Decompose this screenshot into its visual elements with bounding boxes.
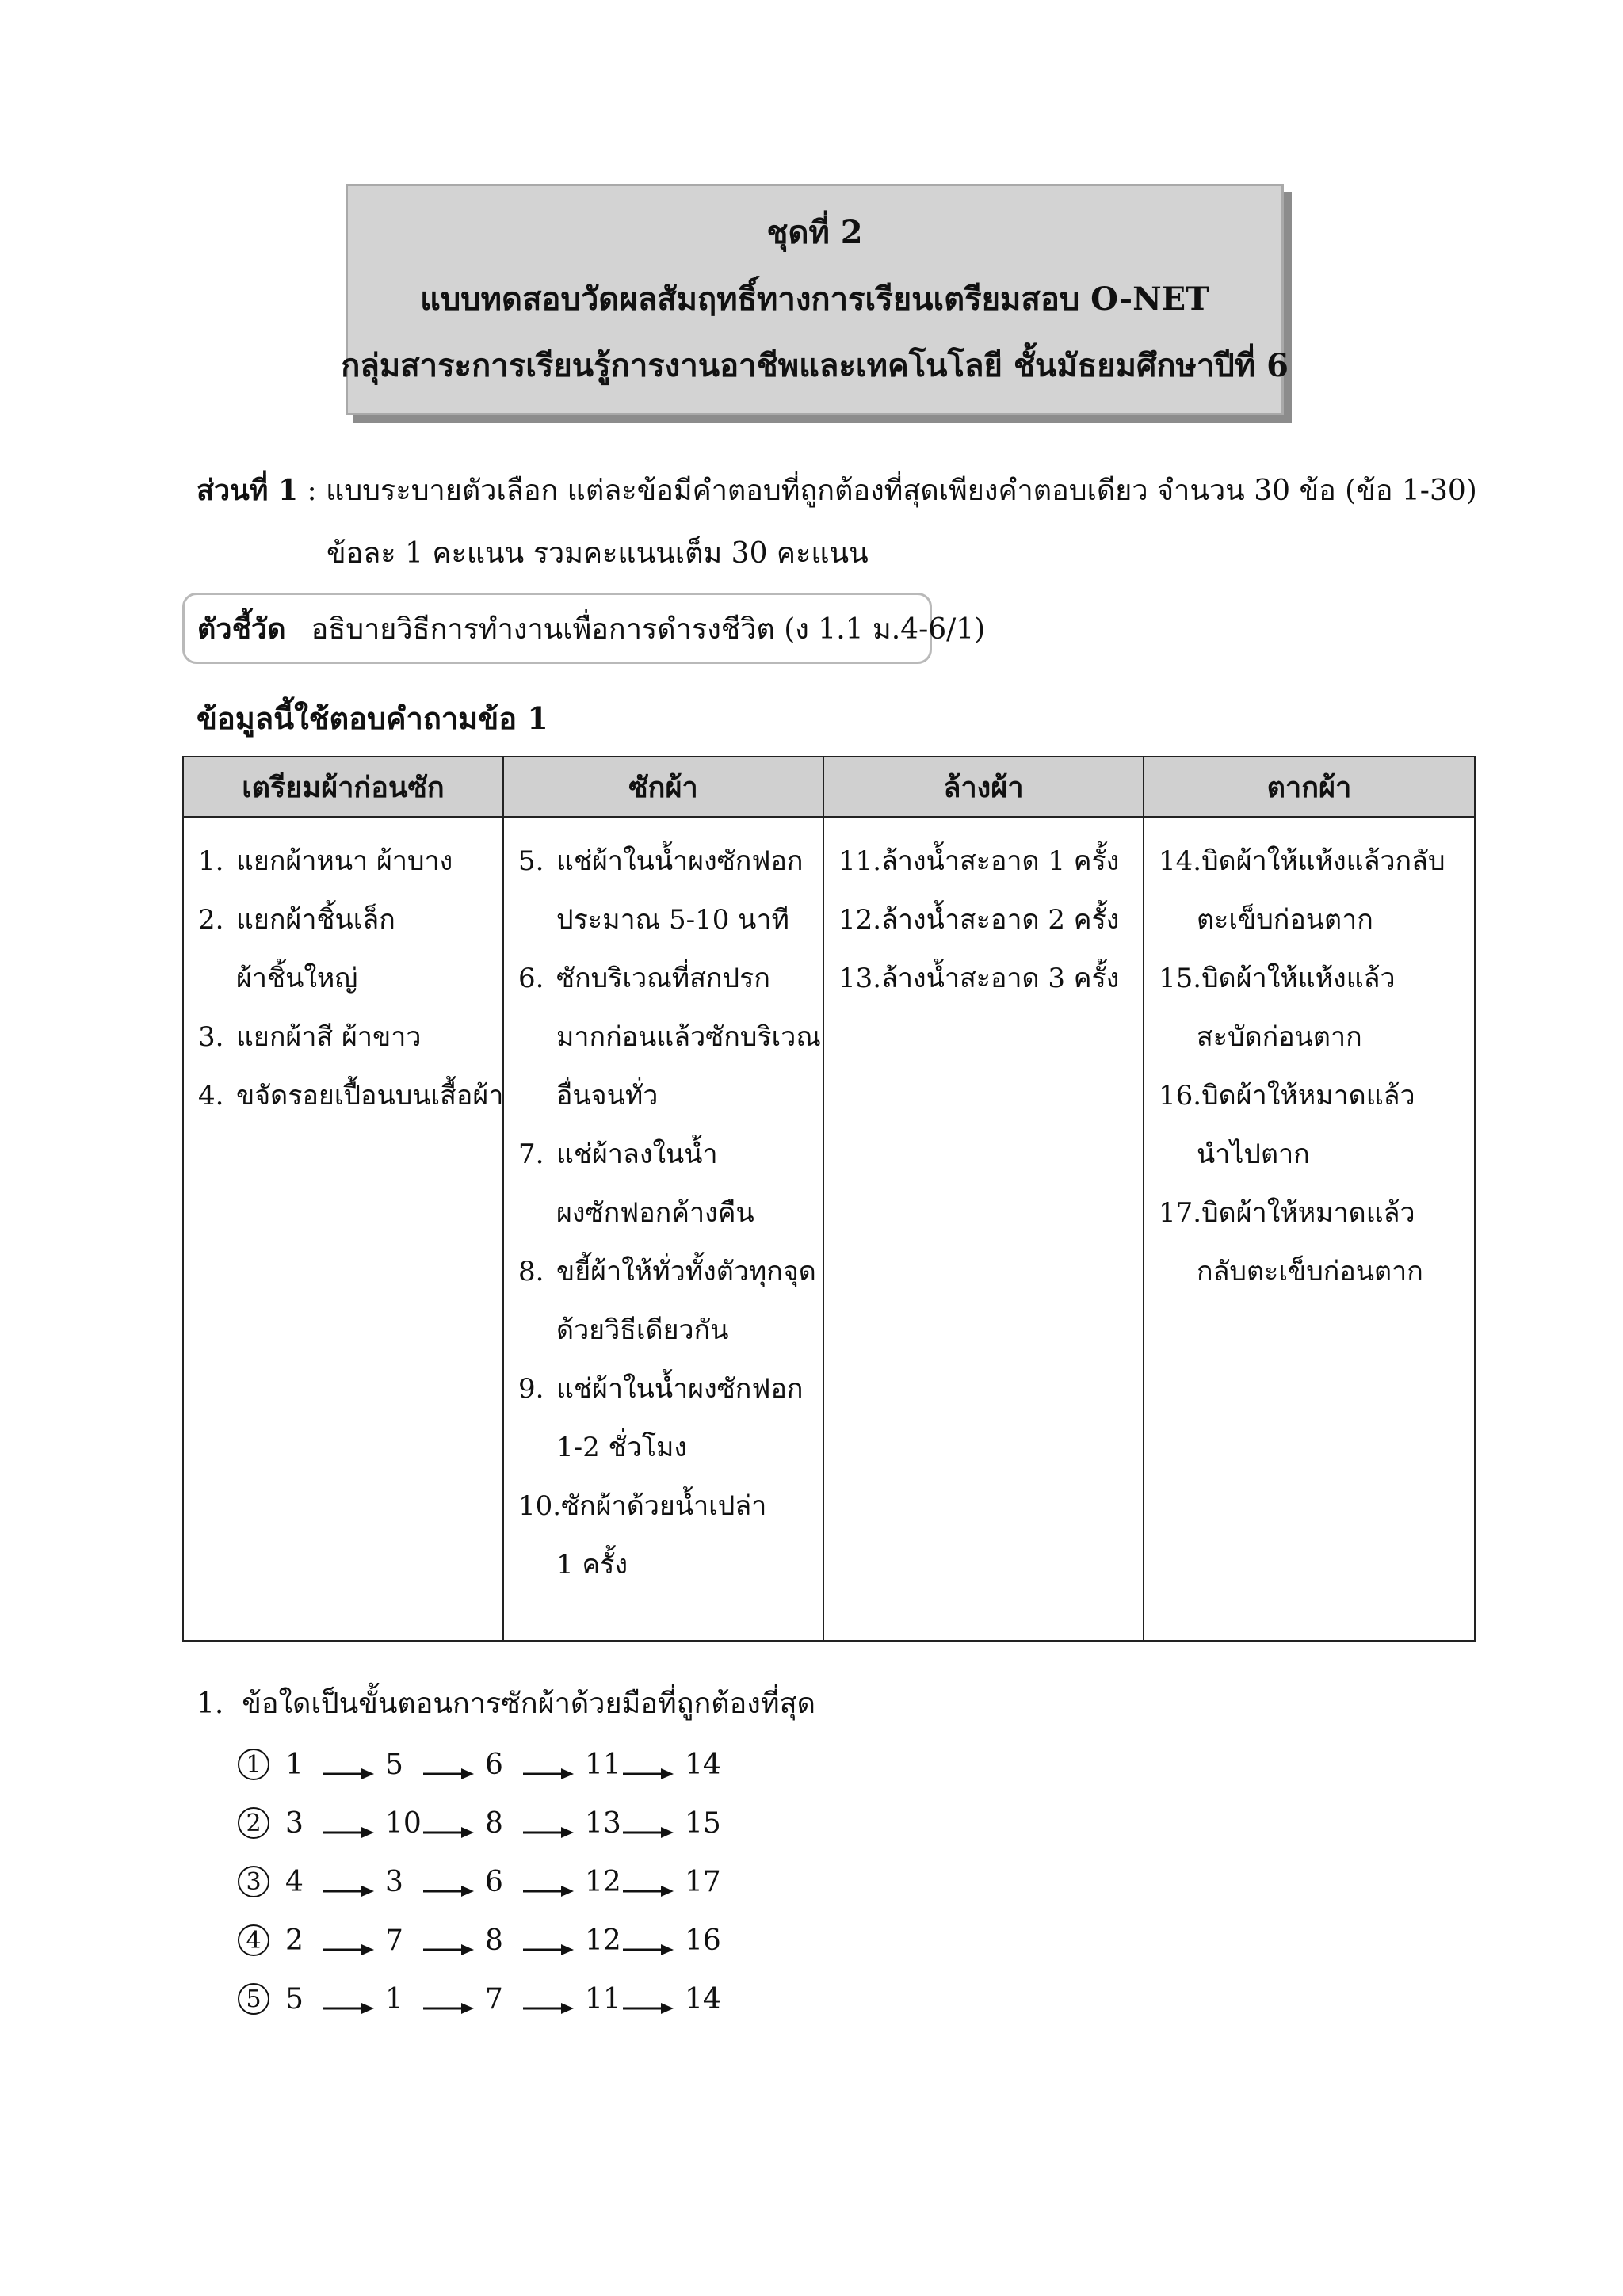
indicator-box [182,593,986,664]
item-text: แช่ผ้าในน้ำผงซักฟอก [556,1373,804,1405]
right-arrow-icon [523,1815,574,1831]
part-instructions [197,469,1477,513]
option-step: 7 [385,1924,403,1957]
right-arrow-icon [323,1874,374,1890]
item-text: ล้างน้ำสะอาด 1 ครั้ง [881,845,1120,877]
option-step: 3 [385,1865,403,1898]
option-step: 17 [685,1865,721,1898]
table-item [1159,1184,1469,1242]
part-text: : แบบระบายตัวเลือก แต่ละข้อมีคำตอบที่ถูกต้องที่สุดเพียงคำตอบเดียว จำนวน 30 ข้อ (ข้อ 1-30) [298,475,1477,507]
item-text: บิดผ้าให้หมาดแล้ว [1201,1080,1415,1112]
item-text: ล้างน้ำสะอาด 3 ครั้ง [881,963,1120,994]
item-text-continued: ผ้าชิ้นใหญ่ [236,963,358,994]
option-step: 11 [585,1982,621,2016]
header-wash: ซักผ้า [503,757,823,817]
column-prepare [183,817,503,1641]
table-item [198,832,498,891]
item-number: 4. [198,1080,224,1112]
header-dry: ตากผ้า [1144,757,1475,817]
table-item [518,1360,818,1418]
answer-option-3[interactable] [238,1852,723,1911]
option-step: 14 [685,1748,721,1781]
item-text-continued: อื่นจนทั่ว [556,1080,659,1112]
item-number: 9. [518,1373,544,1405]
table-item [198,1066,504,1125]
item-text: บิดผ้าให้แห้งแล้ว [1201,963,1396,994]
right-arrow-icon [623,1815,674,1831]
right-arrow-icon [423,1874,474,1890]
option-step: 12 [585,1924,621,1957]
item-text: แยกผ้าชิ้นเล็ก [236,904,395,936]
right-arrow-icon [523,1756,574,1772]
table-item [518,1125,818,1184]
item-text: แยกผ้าหนา ผ้าบาง [236,845,453,877]
item-text-continued: 1-2 ชั่วโมง [556,1432,688,1463]
indicator-label: ตัวชี้วัด [197,612,286,646]
item-text: ซักบริเวณที่สกปรก [556,963,770,994]
answer-option-5[interactable] [238,1970,723,2028]
item-number: 14. [1159,845,1202,877]
option-circle[interactable]: 1 [238,1749,269,1780]
option-step: 1 [285,1748,304,1781]
answer-option-1[interactable] [238,1735,723,1794]
part-scoring: ข้อละ 1 คะแนน รวมคะแนนเต็ม 30 คะแนน [327,537,869,570]
item-number: 12. [838,904,882,936]
table-item [518,1477,818,1535]
item-text: ซักผ้าด้วยน้ำเปล่า [561,1490,767,1522]
table-item [838,891,1138,949]
item-text-continued: ผงซักฟอกค้างคืน [556,1197,754,1229]
item-text: ขจัดรอยเปื้อนบนเสื้อผ้า [236,1080,504,1112]
option-step: 1 [385,1982,403,2016]
indicator-text: อธิบายวิธีการทำงานเพื่อการดำรงชีวิต (ง 1.1 ม.4-6/1) [311,612,986,646]
right-arrow-icon [323,1991,374,2007]
item-text-continued: มากก่อนแล้วซักบริเวณ [556,1021,821,1053]
item-text: แช่ผ้าในน้ำผงซักฟอก [556,845,804,877]
table-item [838,949,1138,1008]
laundry-steps-table [182,756,1476,1642]
part-label: ส่วนที่ 1 [197,474,299,507]
set-title: ชุดที่ 2 [766,214,863,251]
item-number: 10. [518,1490,562,1522]
question-number: 1. [197,1688,224,1720]
option-step: 6 [485,1865,503,1898]
right-arrow-icon [323,1815,374,1831]
option-step: 10 [385,1806,422,1840]
option-step: 15 [685,1806,721,1840]
option-step: 11 [585,1748,621,1781]
item-number: 5. [518,845,544,877]
answer-option-2[interactable] [238,1794,723,1852]
table-item [1159,949,1469,1008]
right-arrow-icon [523,1932,574,1948]
right-arrow-icon [423,1991,474,2007]
right-arrow-icon [523,1874,574,1890]
item-number: 13. [838,963,882,994]
option-step: 14 [685,1982,721,2016]
item-number: 16. [1159,1080,1202,1112]
item-text: ขยี้ผ้าให้ทั่วทั้งตัวทุกจุด [556,1256,816,1287]
item-text-continued: ตะเข็บก่อนตาก [1197,904,1373,936]
item-text: แยกผ้าสี ผ้าขาว [236,1021,422,1053]
item-number: 17. [1159,1197,1202,1229]
table-item [518,832,818,891]
table-item [838,832,1138,891]
data-heading: ข้อมูลนี้ใช้ตอบคำถามข้อ 1 [197,700,548,736]
option-step: 5 [385,1748,403,1781]
question-1 [197,1683,815,1726]
item-text-continued: นำไปตาก [1197,1138,1310,1170]
subject-title: กลุ่มสาระการเรียนรู้การงานอาชีพและเทคโนโลยี ชั้นมัธยมศึกษาปีที่ 6 [341,347,1289,384]
header-rinse: ล้างผ้า [823,757,1144,817]
answer-option-4[interactable] [238,1911,723,1970]
column-wash [503,817,823,1641]
item-number: 2. [198,904,224,936]
item-number: 11. [838,845,882,877]
right-arrow-icon [323,1756,374,1772]
item-text: บิดผ้าให้หมาดแล้ว [1201,1197,1415,1229]
table-item [1159,832,1469,891]
item-text: ล้างน้ำสะอาด 2 ครั้ง [881,904,1120,936]
right-arrow-icon [623,1991,674,2007]
answer-options [238,1735,723,2028]
title-box [341,184,1289,415]
item-number: 6. [518,963,544,994]
option-step: 6 [485,1748,503,1781]
option-step: 2 [285,1924,304,1957]
test-title: แบบทดสอบวัดผลสัมฤทธิ์ทางการเรียนเตรียมสอบ O-NET [420,280,1209,318]
option-circle[interactable]: 4 [238,1924,269,1956]
option-circle[interactable]: 3 [238,1866,269,1897]
option-step: 7 [485,1982,503,2016]
item-number: 1. [198,845,224,877]
item-text-continued: กลับตะเข็บก่อนตาก [1197,1256,1423,1287]
option-step: 4 [285,1865,304,1898]
item-text-continued: 1 ครั้ง [556,1549,628,1581]
right-arrow-icon [423,1756,474,1772]
option-step: 3 [285,1806,304,1840]
table-item [1159,1066,1469,1125]
table-item [198,1008,498,1066]
right-arrow-icon [423,1932,474,1948]
option-step: 5 [285,1982,304,2016]
item-text: บิดผ้าให้แห้งแล้วกลับ [1201,845,1445,877]
item-text-continued: ด้วยวิธีเดียวกัน [556,1314,729,1346]
table-item [518,949,818,1008]
right-arrow-icon [623,1756,674,1772]
right-arrow-icon [323,1932,374,1948]
header-prepare: เตรียมผ้าก่อนซัก [183,757,503,817]
right-arrow-icon [423,1815,474,1831]
item-text-continued: สะบัดก่อนตาก [1197,1021,1362,1053]
option-step: 16 [685,1924,721,1957]
right-arrow-icon [623,1874,674,1890]
right-arrow-icon [523,1991,574,2007]
option-circle[interactable]: 5 [238,1983,269,2015]
table-item [518,1242,818,1301]
right-arrow-icon [623,1932,674,1948]
item-text: แช่ผ้าลงในน้ำ [556,1138,718,1170]
column-rinse [823,817,1144,1641]
question-text: ข้อใดเป็นขั้นตอนการซักผ้าด้วยมือที่ถูกต้องที่สุด [242,1688,815,1720]
option-step: 12 [585,1865,621,1898]
option-step: 13 [585,1806,621,1840]
table-item [198,891,498,949]
option-step: 8 [485,1806,503,1840]
item-text-continued: ประมาณ 5-10 นาที [556,904,789,936]
column-dry [1144,817,1475,1641]
item-number: 7. [518,1138,544,1170]
option-circle[interactable]: 2 [238,1807,269,1839]
item-number: 3. [198,1021,224,1053]
item-number: 8. [518,1256,544,1287]
item-number: 15. [1159,963,1202,994]
option-step: 8 [485,1924,503,1957]
